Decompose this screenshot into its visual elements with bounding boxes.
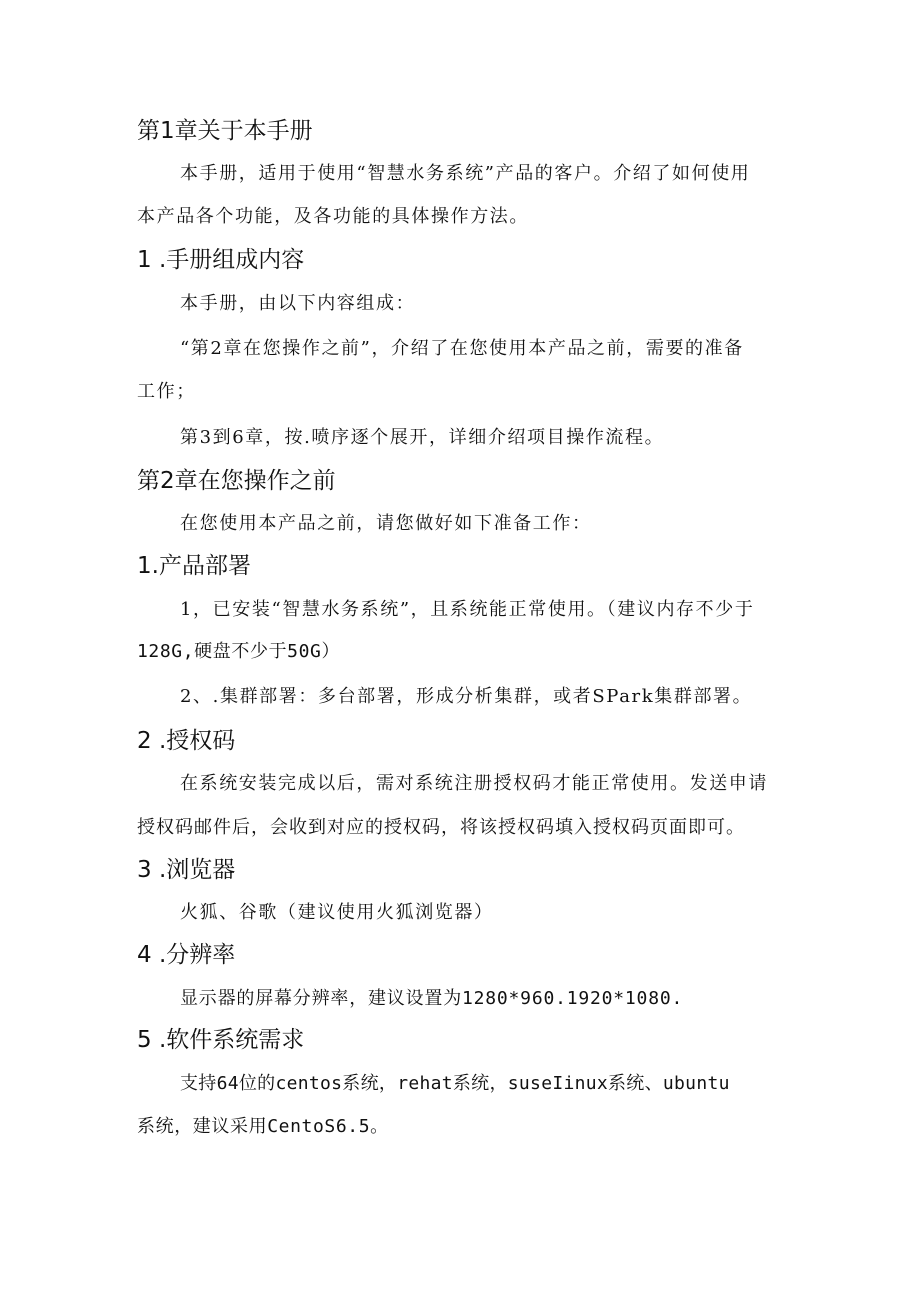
chapter-1-title: 第1章关于本手册 [137, 118, 313, 144]
section-2-4-title: 4 .分辨率 [137, 942, 236, 968]
section-2-2-line-1: 在系统安装完成以后，需对系统注册授权码才能正常使用。发送申请 [180, 773, 768, 794]
section-2-1-line-1: 1，已安装“智慧水务系统”，且系统能正常使用。（建议内存不少于 [180, 599, 755, 620]
chapter-1-intro-line-2: 本产品各个功能，及各功能的具体操作方法。 [137, 206, 529, 227]
section-2-1-title: 1.产品部署 [137, 553, 251, 579]
section-2-5-line-1: 支持64位的centos系统，rehat系统，suseIinux系统、ubuntu [180, 1073, 730, 1094]
section-2-4-line-1: 显示器的屏幕分辨率，建议设置为1280*960.1920*1080. [180, 988, 684, 1009]
section-2-3-title: 3 .浏览器 [137, 857, 236, 883]
section-2-2-line-2: 授权码邮件后，会收到对应的授权码，将该授权码填入授权码页面即可。 [137, 817, 745, 838]
chapter-1-intro-line-1: 本手册，适用于使用“智慧水务系统”产品的客户。介绍了如何使用 [180, 163, 751, 184]
section-1-1-line-1: 本手册，由以下内容组成： [180, 293, 416, 314]
section-1-1-line-4: 第3到6章，按.喷序逐个展开，详细介绍项目操作流程。 [180, 427, 665, 448]
section-2-1-line-3: 2、.集群部署：多台部署，形成分析集群，或者SPark集群部署。 [180, 686, 753, 707]
section-2-3-line-1: 火狐、谷歌（建议使用火狐浏览器） [180, 902, 494, 923]
section-2-5-title: 5 .软件系统需求 [137, 1027, 305, 1053]
section-1-1-title: 1 .手册组成内容 [137, 247, 305, 273]
chapter-2-intro: 在您使用本产品之前，请您做好如下准备工作： [180, 513, 592, 534]
section-2-2-title: 2 .授权码 [137, 728, 236, 754]
section-1-1-line-2: “第2章在您操作之前”，介绍了在您使用本产品之前，需要的准备 [180, 338, 744, 359]
chapter-2-title: 第2章在您操作之前 [137, 468, 336, 494]
section-1-1-line-3: 工作； [137, 381, 196, 402]
section-2-1-line-2: 128G,硬盘不少于50G） [137, 641, 341, 662]
section-2-5-line-2: 系统，建议采用CentoS6.5。 [137, 1116, 389, 1137]
